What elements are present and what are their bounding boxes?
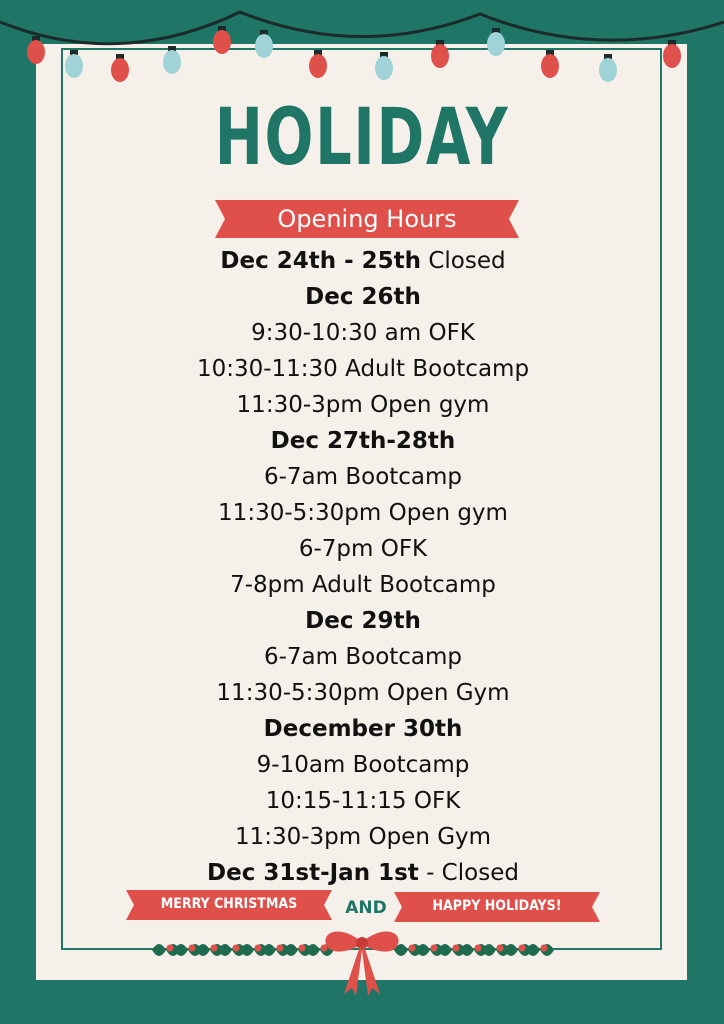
- schedule-line: [80, 459, 646, 495]
- schedule-date: Dec 26th: [305, 284, 421, 310]
- schedule-line: [80, 315, 646, 351]
- schedule-text: Closed: [421, 248, 506, 274]
- light-bulb-icon: [663, 44, 681, 68]
- schedule-line: [80, 279, 646, 315]
- schedule-text: 6-7am Bootcamp: [263, 644, 463, 670]
- schedule-line: [80, 495, 646, 531]
- schedule-line: [80, 783, 646, 819]
- schedule-line: [80, 819, 646, 855]
- light-bulb-icon: [375, 56, 393, 80]
- holly-berry-icon: [321, 945, 328, 952]
- holly-berry-icon: [541, 945, 548, 952]
- holly-berry-icon: [299, 945, 306, 952]
- light-bulb-icon: [163, 50, 181, 74]
- holly-berry-icon: [475, 945, 482, 952]
- happy-holidays-ribbon: HAPPY HOLIDAYS!: [432, 898, 562, 914]
- schedule-line: [80, 387, 646, 423]
- schedule-date: December 30th: [263, 716, 463, 742]
- holly-berry-icon: [431, 945, 438, 952]
- schedule-text: 11:30-3pm Open gym: [236, 392, 490, 418]
- schedule-text: 7-8pm Adult Bootcamp: [230, 572, 496, 598]
- schedule-line: [80, 747, 646, 783]
- holly-berry-icon: [497, 945, 504, 952]
- holly-berry-icon: [211, 945, 218, 952]
- merry-christmas-ribbon: MERRY CHRISTMAS: [160, 896, 298, 912]
- light-bulb-icon: [27, 40, 45, 64]
- schedule-line: [80, 567, 646, 603]
- bow-icon: [325, 931, 398, 996]
- schedule-text: 9-10am Bootcamp: [256, 752, 470, 778]
- holly-berry-icon: [453, 945, 460, 952]
- schedule-line: [80, 675, 646, 711]
- schedule-text: - Closed: [418, 860, 519, 886]
- holly-berry-icon: [167, 945, 174, 952]
- schedule-text: 9:30-10:30 am OFK: [251, 320, 475, 346]
- schedule-line: [80, 639, 646, 675]
- schedule-line: [80, 711, 646, 747]
- string-lights-icon: [0, 0, 724, 100]
- page-title: HOLIDAY: [214, 93, 510, 183]
- schedule-line: [80, 603, 646, 639]
- schedule-text: 6-7pm OFK: [298, 536, 428, 562]
- schedule-date: Dec 24th - 25th: [220, 248, 422, 274]
- schedule-text: 11:30-5:30pm Open Gym: [216, 680, 510, 706]
- schedule-date: Dec 31st-Jan 1st: [207, 860, 419, 886]
- schedule-text: 10:15-11:15 OFK: [265, 788, 461, 814]
- holly-berry-icon: [409, 945, 416, 952]
- schedule-text: 10:30-11:30 Adult Bootcamp: [196, 356, 530, 382]
- schedule-text: 11:30-5:30pm Open gym: [218, 500, 508, 526]
- holly-berry-icon: [255, 945, 262, 952]
- schedule-line: [80, 243, 646, 279]
- schedule-text: 6-7am Bootcamp: [263, 464, 463, 490]
- light-bulb-icon: [255, 34, 273, 58]
- holly-berry-icon: [189, 945, 196, 952]
- schedule-date: Dec 27th-28th: [270, 428, 456, 454]
- schedule-line: [80, 531, 646, 567]
- light-bulb-icon: [541, 54, 559, 78]
- schedule-line: [80, 423, 646, 459]
- schedule-date: Dec 29th: [305, 608, 421, 634]
- and-label: AND: [345, 898, 387, 918]
- schedule-list: [80, 243, 646, 891]
- light-bulb-icon: [309, 54, 327, 78]
- holly-berry-icon: [233, 945, 240, 952]
- light-bulb-icon: [487, 32, 505, 56]
- holly-berry-icon: [519, 945, 526, 952]
- holly-berry-icon: [277, 945, 284, 952]
- light-bulb-icon: [213, 30, 231, 54]
- light-bulb-icon: [599, 58, 617, 82]
- holly-leaf-icon: [526, 944, 554, 956]
- schedule-line: [80, 351, 646, 387]
- schedule-text: 11:30-3pm Open Gym: [234, 824, 492, 850]
- light-bulb-icon: [65, 54, 83, 78]
- light-bulb-icon: [431, 44, 449, 68]
- banner-label: Opening Hours: [277, 205, 457, 233]
- light-bulb-icon: [111, 58, 129, 82]
